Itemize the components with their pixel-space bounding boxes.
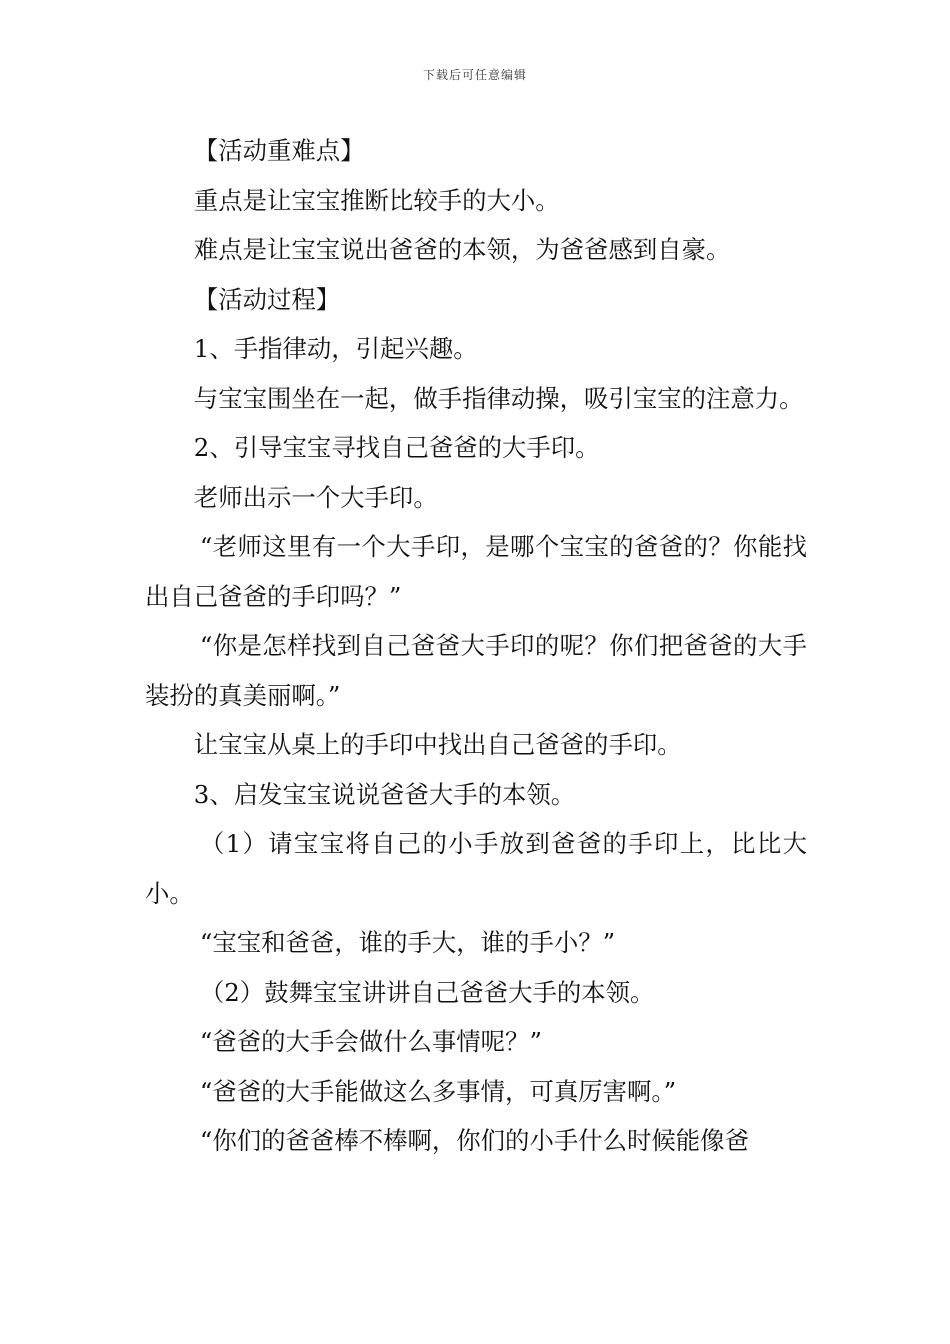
quote-what-can-do: “爸爸的大手会做什么事情呢？”: [199, 1027, 542, 1056]
substep-2: （2）鼓舞宝宝讲讲自己爸爸大手的本领。: [199, 977, 655, 1007]
quote-dad-great: “你们的爸爸棒不棒啊，你们的小手什么时候能像爸: [199, 1126, 749, 1155]
paragraph-find-handprint: 让宝宝从桌上的手印中找出自己爸爸的手印。: [193, 730, 682, 759]
paragraph-key-point: 重点是让宝宝推断比较手的大小。: [193, 185, 560, 215]
step-1-heading: 1、手指律动，引起兴趣。: [193, 334, 478, 363]
quote-compare-hands: “宝宝和爸爸，谁的手大，谁的手小？”: [199, 928, 616, 957]
paragraph-teacher-shows: 老师出示一个大手印。: [193, 482, 438, 512]
substep-1: （1）请宝宝将自己的小手放到爸爸的手印上，比比大小。: [145, 829, 807, 908]
document-body: [145, 126, 807, 1166]
section-heading-key-points: 【活动重难点】: [193, 136, 365, 165]
quote-how-found: “你是怎样找到自己爸爸大手印的呢？你们把爸爸的大手装扮的真美丽啊。”: [145, 631, 807, 710]
quote-teacher-question: “老师这里有一个大手印，是哪个宝宝的爸爸的？你能找出自己爸爸的手印吗？”: [145, 532, 807, 611]
step-3-heading: 3、启发宝宝说说爸爸大手的本领。: [193, 779, 576, 809]
section-heading-process: 【活动过程】: [193, 284, 341, 314]
step-2-heading: 2、引导宝宝寻找自己爸爸的大手印。: [193, 433, 600, 462]
paragraph-difficult-point: 难点是让宝宝说出爸爸的本领，为爸爸感到自豪。: [193, 235, 731, 264]
page-header: 下载后可任意编辑: [422, 68, 527, 82]
paragraph-step-1: 与宝宝围坐在一起，做手指律动操，吸引宝宝的注意力。: [193, 383, 804, 413]
quote-so-amazing: “爸爸的大手能做这么多事情，可真厉害啊。”: [199, 1076, 677, 1106]
